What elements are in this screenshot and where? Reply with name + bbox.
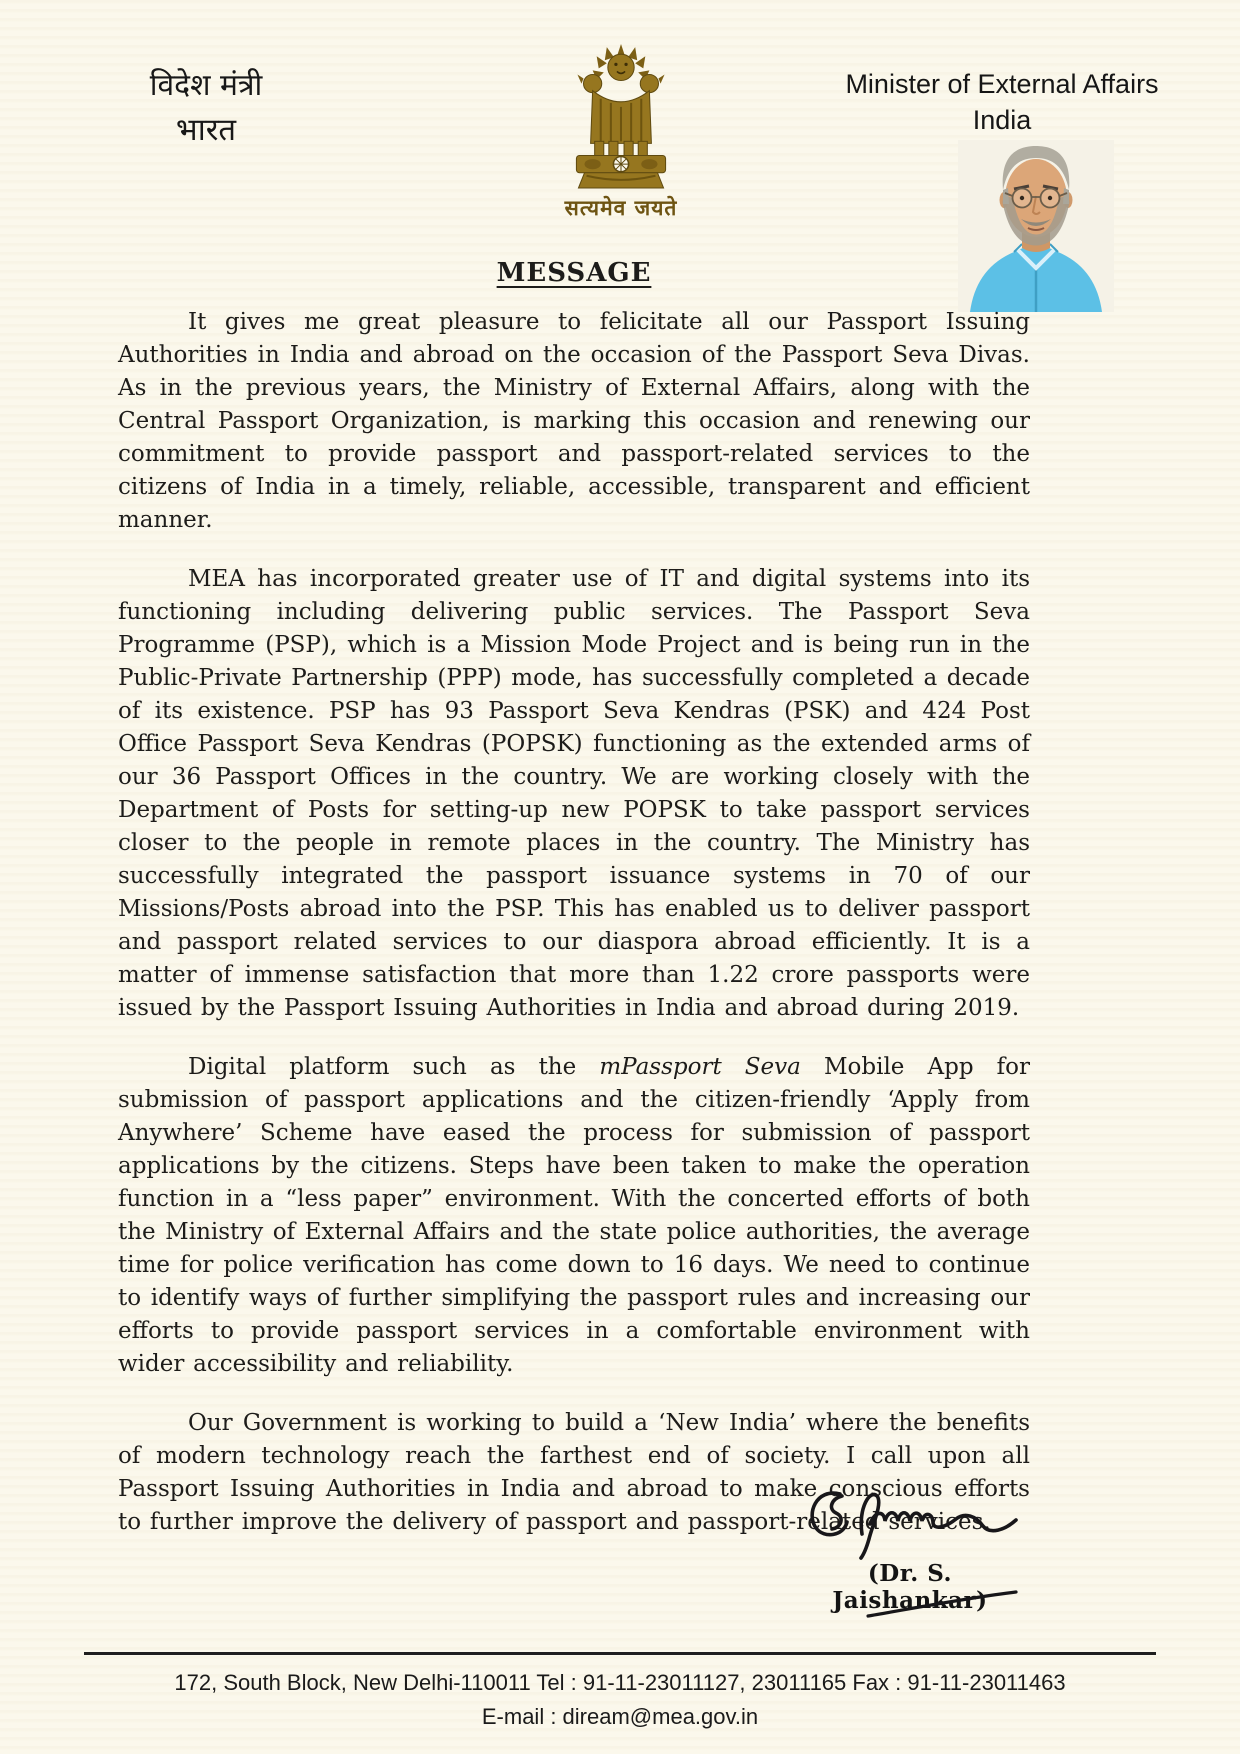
minister-title <box>812 66 1192 138</box>
message-heading: MESSAGE <box>496 258 652 288</box>
emblem-motto: सत्यमेव जयते <box>564 196 678 220</box>
paragraph-3 <box>118 1051 1030 1381</box>
hindi-title-line2: भारत <box>175 112 237 148</box>
signature-flourish <box>862 1588 1024 1620</box>
minister-title-line1: Minister of External Affairs <box>845 69 1159 99</box>
footer-email-line: E-mail : diream@mea.gov.in <box>481 1704 759 1729</box>
paragraph-3-text-cont: Mobile App for submission of passport applications and the citizen-friendly ‘Apply from Anywhere’ Scheme have eased the process for submission of passport applications by the citizens. Steps have been taken to make the operation function in a “less paper” environment. With the concerted efforts of both the Ministry of External Affairs and the state police authorities, the average time for police verification has come down to 16 days. We need to continue to identify ways of further simplifying the passport rules and increasing our efforts to provide passport services in a comfortable environment with wider accessibility and reliability. <box>118 1054 1030 1377</box>
signature-scrawl <box>800 1482 1025 1560</box>
mpassport-seva-italic: mPassport Seva <box>599 1054 801 1080</box>
signatory-name: (Dr. S. Jaishankar) <box>832 1560 988 1614</box>
paragraph-2: MEA has incorporated greater use of IT and digital systems into its functioning including delivering public services. The Passport Seva Programme (PSP), which is a Mission Mode Project and is being run in the Public-Private Partnership (PPP) mode, has successfully completed a decade of its existence. PSP has 93 Passport Seva Kendras (PSK) and 424 Post Office Passport Seva Kendras (POPSK) functioning as the extended arms of our 36 Passport Offices in the country. We are working closely with the Department of Posts for setting-up new POPSK to take passport services closer to the people in remote places in the country. The Ministry has successfully integrated the passport issuance systems in 70 of our Missions/Posts abroad into the PSP. This has enabled us to deliver passport and passport related services to our diaspora abroad efficiently. It is a matter of immense satisfaction that more than 1.22 crore passports were issued by the Passport Issuing Authorities in India and abroad during 2019. <box>118 566 1030 1021</box>
letter-body <box>118 258 1030 1539</box>
paragraph-3-text: Digital platform such as the <box>188 1054 600 1080</box>
minister-title-line2: India <box>972 105 1032 135</box>
ashoka-lion-capital-icon <box>546 40 696 192</box>
footer-divider <box>84 1652 1156 1655</box>
paragraph-4: Our Government is working to build a ‘New India’ where the benefits of modern technology reach the farthest end of society. I call upon all Passport Issuing Authorities in India and abroad to make conscious efforts to further improve the delivery of passport and passport-related services. <box>118 1410 1030 1535</box>
national-emblem <box>508 40 734 222</box>
hindi-title-line1: विदेश मंत्री <box>149 68 263 103</box>
hindi-letterhead <box>96 64 316 152</box>
footer <box>0 1666 1240 1734</box>
paragraph-1: It gives me great pleasure to felicitate all our Passport Issuing Authorities in India and abroad on the occasion of the Passport Seva Divas. As in the previous years, the Ministry of External Affairs, along with the Central Passport Organization, is marking this occasion and renewing our commitment to provide passport and passport-related services to the citizens of India in a timely, reliable, accessible, transparent and efficient manner. <box>118 309 1030 533</box>
footer-address-line: 172, South Block, New Delhi-110011 Tel : 91-11-23011127, 23011165 Fax : 91-11-23011463 <box>174 1670 1066 1695</box>
